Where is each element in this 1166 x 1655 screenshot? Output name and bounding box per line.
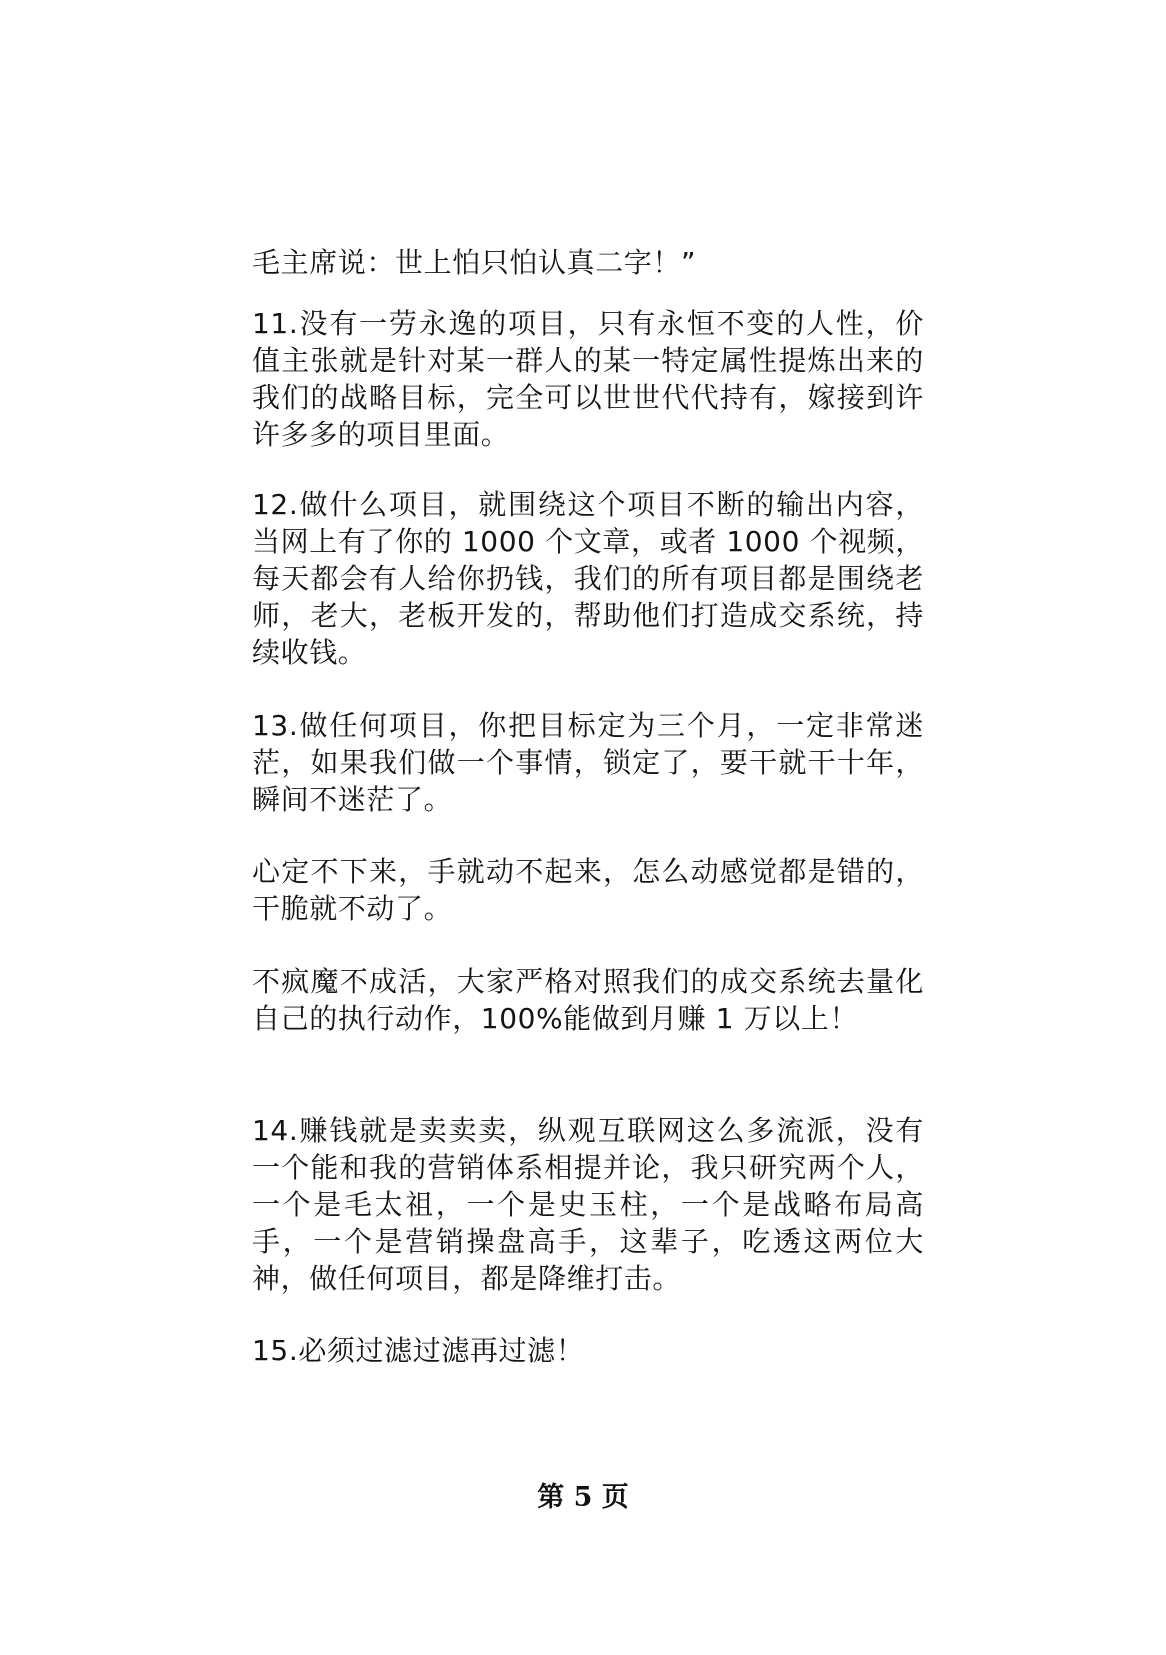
- paragraph-12: 12.做什么项目，就围绕这个项目不断的输出内容，当网上有了你的 1000 个文章，或者 1000 个视频，每天都会有人给你扔钱，我们的所有项目都是围绕老师，老大，老板开发的，帮助他们打造成交系统，持续收钱。: [252, 488, 924, 669]
- paragraph-13: 13.做任何项目，你把目标定为三个月，一定非常迷茫，如果我们做一个事情，锁定了，要干就干十年，瞬间不迷茫了。: [252, 709, 924, 816]
- paragraph-mindset: 心定不下来，手就动不起来，怎么动感觉都是错的，干脆就不动了。: [252, 855, 924, 925]
- paragraph-execution: 不疯魔不成活，大家严格对照我们的成交系统去量化自己的执行动作，100%能做到月赚 1 万以上！: [252, 965, 924, 1035]
- paragraph-15: 15.必须过滤过滤再过滤！: [252, 1334, 585, 1367]
- paragraph-quote: 毛主席说：世上怕只怕认真二字！”: [252, 246, 697, 279]
- paragraph-11: 11.没有一劳永逸的项目，只有永恒不变的人性，价值主张就是针对某一群人的某一特定属性提炼出来的我们的战略目标，完全可以世世代代持有，嫁接到许许多多的项目里面。: [252, 307, 924, 451]
- page-number-footer: 第 5 页: [537, 1482, 629, 1513]
- paragraph-14: 14.赚钱就是卖卖卖，纵观互联网这么多流派，没有一个能和我的营销体系相提并论，我只研究两个人，一个是毛太祖，一个是史玉柱，一个是战略布局高手，一个是营销操盘高手，这辈子，吃透这两位大神，做任何项目，都是降维打击。: [252, 1114, 924, 1295]
